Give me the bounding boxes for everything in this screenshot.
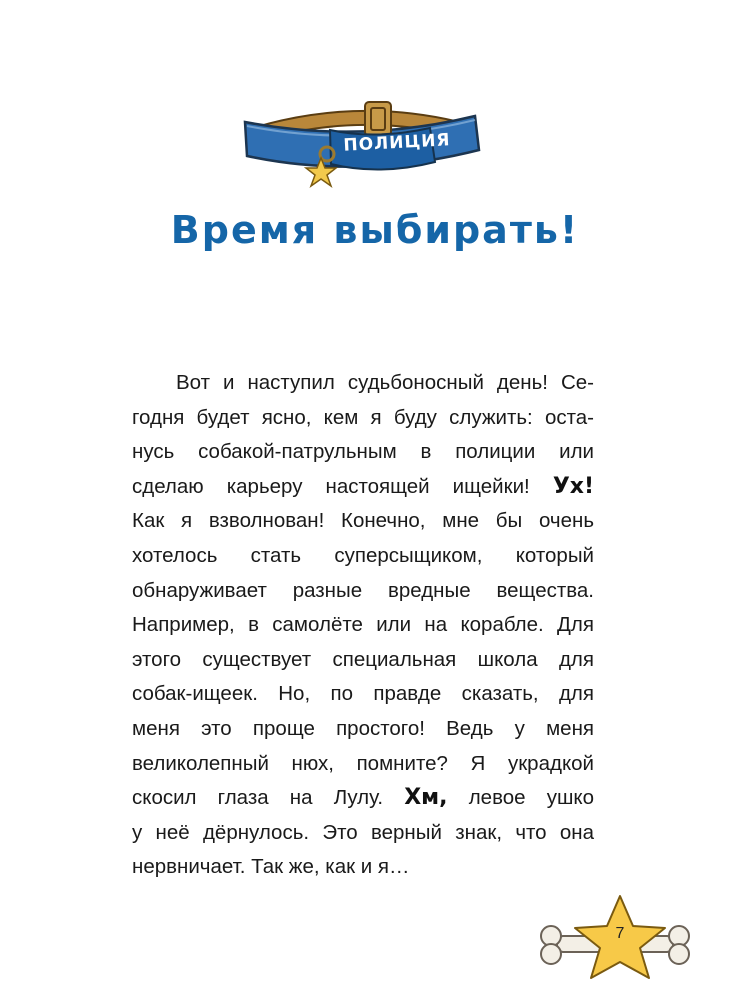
page-number: 7 <box>615 925 625 942</box>
collar-label: ПОЛИЦИЯ <box>342 130 452 156</box>
text-line <box>132 470 594 505</box>
text-fragment: сделаю карьеру настоящей ищейки! <box>132 474 530 498</box>
text-line: годня будет ясно, кем я буду служить: оста- <box>132 405 594 429</box>
text-line: Вот и наступил судьбоносный день! Се- <box>176 371 594 394</box>
text-line: меня это проще простого! Ведь у меня <box>132 716 594 740</box>
text-line: нусь собакой-патрульным в полиции или <box>132 440 594 464</box>
text-fragment: скосил глаза на Лулу. <box>132 786 384 810</box>
text-line: Как я взволнован! Конечно, мне бы очень <box>132 509 594 533</box>
text-line: обнаруживает разные вредные вещества. <box>132 578 594 602</box>
text-line: Например, в самолёте или на корабле. Для <box>132 613 594 637</box>
text-fragment: левое ушко <box>468 786 594 810</box>
text-line: хотелось стать суперсыщиком, который <box>132 543 594 567</box>
exclamation-ukh: Ух! <box>552 473 594 499</box>
body-text <box>132 366 594 885</box>
text-line: у неё дёрнулось. Это верный знак, что она <box>132 820 594 844</box>
text-line <box>132 781 594 816</box>
text-line: великолепный нюх, помните? Я украдкой <box>132 751 594 775</box>
text-line: этого существует специальная школа для <box>132 647 594 671</box>
chapter-title: Время выбирать! <box>170 208 580 252</box>
text-line: нервничает. Так же, как и я… <box>132 855 410 879</box>
exclamation-khm: Хм, <box>404 785 448 811</box>
text-line: собак-ищеек. Но, по правде сказать, для <box>132 682 594 706</box>
